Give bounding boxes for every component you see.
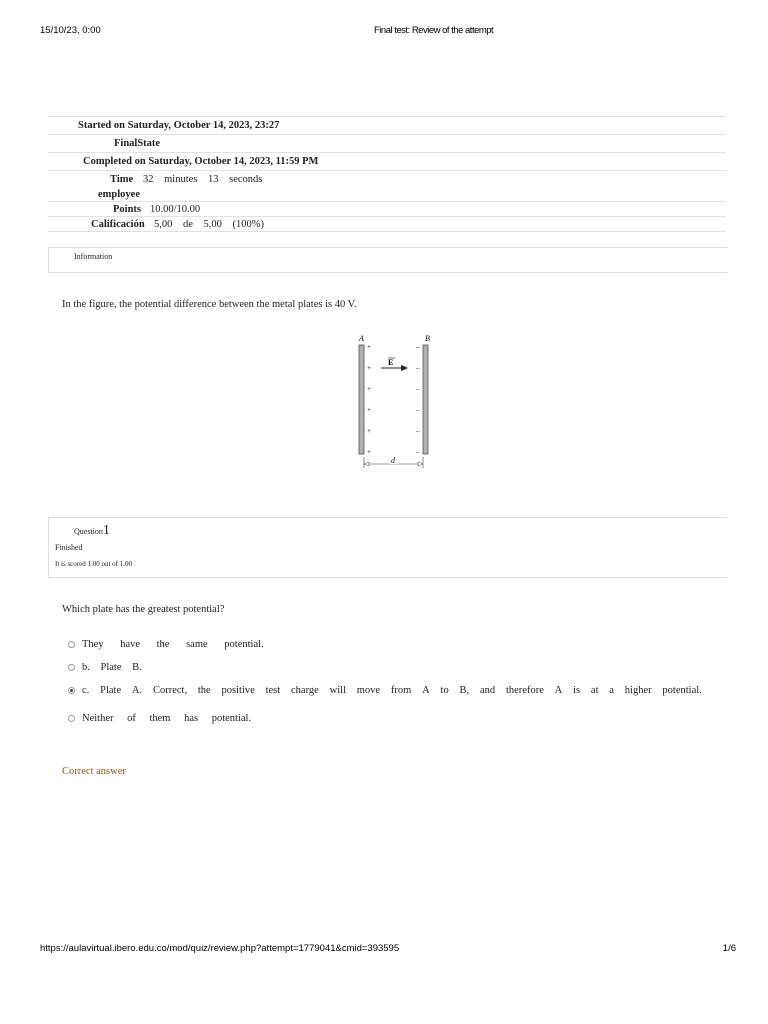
option-word: Plate xyxy=(100,684,122,696)
minus-charge: – xyxy=(416,385,420,393)
summary-row-completed xyxy=(48,153,726,171)
plus-charge: + xyxy=(367,343,371,351)
points-label: Points xyxy=(113,204,142,215)
minus-charge: – xyxy=(416,343,420,351)
option-word: A xyxy=(422,684,430,696)
summary-row-grade xyxy=(48,217,726,232)
option-word: A xyxy=(554,684,563,696)
option-word: will xyxy=(329,684,346,696)
answer-option-label: They have the same potential. xyxy=(82,638,264,650)
answer-option-selected[interactable] xyxy=(68,683,702,697)
answer-option[interactable] xyxy=(68,711,251,725)
option-word: the xyxy=(197,684,211,696)
print-header xyxy=(40,25,736,39)
parallel-plates-figure xyxy=(350,330,440,470)
answer-option[interactable] xyxy=(68,660,142,674)
field-arrow-head xyxy=(401,365,408,371)
minus-charges xyxy=(415,343,420,456)
option-word: higher xyxy=(624,684,652,696)
option-word: test xyxy=(265,684,281,696)
question-state: Finished xyxy=(55,543,83,552)
option-word: from xyxy=(390,684,412,696)
option-word: is xyxy=(573,684,581,696)
question-text: Which plate has the greatest potential? xyxy=(62,604,225,615)
answer-option[interactable] xyxy=(68,637,264,651)
answer-option-label: b. Plate B. xyxy=(82,661,142,673)
option-word: to xyxy=(440,684,449,696)
information-label: Information xyxy=(74,252,113,261)
question-title xyxy=(74,523,110,539)
attempt-summary-table xyxy=(48,116,726,232)
grade-value: 5,00 de 5,00 (100%) xyxy=(154,219,265,230)
option-word: therefore xyxy=(505,684,544,696)
question-word: Question xyxy=(74,527,103,536)
minus-charge: – xyxy=(416,406,420,414)
option-word: at xyxy=(590,684,599,696)
option-word: potential. xyxy=(662,684,702,696)
option-word: positive xyxy=(221,684,255,696)
time-label: Time xyxy=(110,174,134,185)
plus-charge: + xyxy=(367,406,371,414)
summary-row-started xyxy=(48,117,726,135)
distance-arrow-left xyxy=(364,462,369,466)
option-word: A. xyxy=(131,684,143,696)
employee-label: employee xyxy=(98,189,140,200)
option-word: B, xyxy=(459,684,470,696)
summary-row-state xyxy=(48,135,726,153)
option-word: charge xyxy=(291,684,319,696)
information-box xyxy=(48,247,727,273)
radio-button-checked[interactable] xyxy=(68,687,75,694)
question-statement: In the figure, the potential difference between the metal plates is 40 V. xyxy=(62,299,357,310)
summary-row-points xyxy=(48,202,726,217)
plus-charge: + xyxy=(367,385,371,393)
minus-charge: – xyxy=(416,448,420,456)
plate-a-label: A xyxy=(359,334,364,343)
radio-button[interactable] xyxy=(68,715,75,722)
plate-b xyxy=(423,345,428,454)
option-word: c. xyxy=(82,684,90,696)
summary-row-time xyxy=(48,171,726,202)
state-text: FinalState xyxy=(114,138,161,149)
plate-a xyxy=(359,345,364,454)
grade-label: Calificación xyxy=(91,219,145,230)
distance-label: d xyxy=(391,456,395,465)
points-value: 10.00/10.00 xyxy=(150,204,201,215)
radio-button[interactable] xyxy=(68,664,75,671)
question-info-box xyxy=(48,517,727,578)
field-label: E xyxy=(388,358,394,367)
print-page-number: 1/6 xyxy=(722,943,736,954)
distance-arrow-right xyxy=(418,462,423,466)
option-word: move xyxy=(356,684,381,696)
option-word: and xyxy=(479,684,496,696)
question-number: 1 xyxy=(102,523,110,538)
started-text: Started on Saturday, October 14, 2023, 23:27 xyxy=(78,120,280,131)
completed-text: Completed on Saturday, October 14, 2023, 11:59 PM xyxy=(83,156,319,167)
plus-charge: + xyxy=(367,427,371,435)
minus-charge: – xyxy=(416,427,420,435)
minus-charge: – xyxy=(416,364,420,372)
print-url: https://aulavirtual.ibero.edu.co/mod/quiz/review.php?attempt=1779041&cmid=393595 xyxy=(40,943,400,954)
answer-option-label xyxy=(82,685,702,696)
answer-option-label: Neither of them has potential. xyxy=(82,712,252,724)
plus-charge: + xyxy=(367,448,371,456)
plus-charges xyxy=(367,343,371,456)
plus-charge: + xyxy=(367,364,371,372)
radio-button[interactable] xyxy=(68,641,75,648)
correct-answer-feedback: Correct answer xyxy=(62,766,126,777)
option-word: a xyxy=(609,684,614,696)
plate-b-label: B xyxy=(425,334,430,343)
option-word: Correct, xyxy=(152,684,188,696)
print-footer xyxy=(40,943,736,957)
print-datetime: 15/10/23, 0:00 xyxy=(40,25,101,36)
time-value: 32 minutes 13 seconds xyxy=(143,174,263,185)
question-grade: It is scored 1.00 out of 1.00 xyxy=(55,560,132,568)
print-title: Final test: Review of the attempt xyxy=(374,25,494,36)
